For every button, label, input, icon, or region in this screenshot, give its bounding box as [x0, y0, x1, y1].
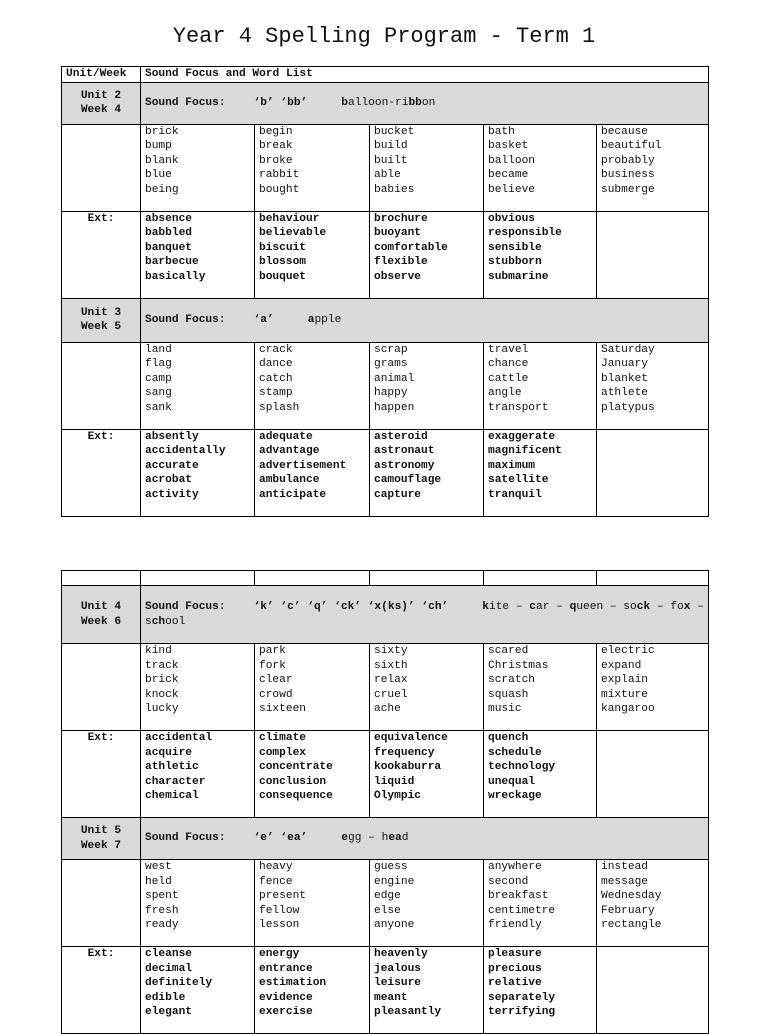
word-item: happy	[374, 387, 408, 400]
ext-word-item: jealous	[374, 962, 421, 975]
word-item: bucket	[374, 125, 415, 138]
ext-word-item: technology	[488, 761, 556, 774]
word-item: able	[374, 169, 401, 182]
ext-word-item: stubborn	[488, 256, 542, 269]
ext-word-column	[255, 947, 370, 1034]
ext-word-item: obvious	[488, 212, 535, 225]
word-item: chance	[488, 358, 529, 371]
ext-word-column	[255, 429, 370, 516]
word-item: fellow	[259, 904, 300, 917]
word-item: rectangle	[601, 919, 662, 932]
ext-word-column	[597, 211, 709, 298]
ext-word-column	[484, 947, 597, 1034]
word-item: anyone	[374, 919, 415, 932]
word-item: broke	[259, 154, 293, 167]
word-item: bath	[488, 125, 515, 138]
word-item: electric	[601, 645, 655, 657]
ext-word-item: energy	[259, 948, 300, 960]
ext-word-column	[370, 429, 484, 516]
word-item: bought	[259, 183, 300, 196]
ext-word-column	[484, 211, 597, 298]
ext-word-item: exaggerate	[488, 430, 556, 443]
example-segment: – fo	[650, 600, 684, 613]
example-segment: ool	[165, 615, 186, 628]
sound-focus-label: Sound Focus:	[145, 96, 226, 109]
word-item: friendly	[488, 919, 542, 932]
unit-week-cell	[62, 82, 141, 124]
word-item: lucky	[145, 703, 179, 716]
word-item: anywhere	[488, 861, 542, 873]
ext-word-item: quench	[488, 732, 529, 744]
spelling-table-1	[61, 66, 709, 517]
word-item: lesson	[259, 919, 300, 932]
word-item: kangaroo	[601, 703, 655, 716]
word-item: engine	[374, 875, 415, 888]
unit-week-cell	[62, 586, 141, 644]
sound-focus-row	[62, 586, 709, 644]
word-item: build	[374, 140, 408, 153]
ext-word-item: brochure	[374, 212, 428, 225]
ext-word-item: accidental	[145, 732, 213, 744]
spelling-table-2	[61, 570, 709, 1034]
ext-word-column	[370, 947, 484, 1034]
ext-word-item: basically	[145, 270, 206, 283]
word-column	[370, 342, 484, 429]
ext-label: Ext:	[62, 947, 141, 1034]
ext-word-item: definitely	[145, 977, 213, 990]
ext-word-column	[141, 429, 255, 516]
extension-row	[62, 429, 709, 516]
ext-word-item: magnificent	[488, 445, 562, 458]
week-label: Week 5	[80, 321, 122, 334]
ext-word-item: babbled	[145, 227, 192, 240]
word-item: west	[145, 861, 172, 873]
word-list-row	[62, 124, 709, 211]
table-header-row	[62, 67, 709, 83]
word-column	[255, 644, 370, 731]
word-column	[141, 860, 255, 947]
example-segment: k	[482, 600, 489, 613]
ext-word-item: ambulance	[259, 474, 320, 487]
word-item: second	[488, 875, 529, 888]
word-item: centimetre	[488, 904, 556, 917]
sound-focus-row	[62, 298, 709, 342]
word-list-row	[62, 860, 709, 947]
word-item: business	[601, 169, 655, 182]
word-column	[597, 644, 709, 731]
word-item: spent	[145, 890, 179, 903]
word-item: knock	[145, 688, 179, 701]
ext-word-item: equivalence	[374, 732, 448, 744]
ext-word-item: astronaut	[374, 445, 435, 458]
sound-focus-label: Sound Focus:	[145, 832, 226, 845]
word-item: clear	[259, 674, 293, 687]
unit-label: Unit 3	[80, 306, 122, 319]
ext-word-item: cleanse	[145, 948, 192, 960]
word-item: rabbit	[259, 169, 300, 182]
word-item: cruel	[374, 688, 408, 701]
ext-word-item: climate	[259, 732, 306, 744]
word-column	[255, 124, 370, 211]
sound-focus-cell	[141, 586, 709, 644]
word-column	[597, 860, 709, 947]
word-item: sixty	[374, 645, 408, 657]
sound-focus-row	[62, 82, 709, 124]
word-item: catch	[259, 372, 293, 385]
ext-word-item: capture	[374, 488, 421, 501]
word-item: Christmas	[488, 659, 549, 672]
word-item: kind	[145, 645, 172, 657]
sound-focus-sounds: ‘e’ ‘ea’	[253, 832, 308, 845]
word-column	[484, 124, 597, 211]
ext-word-item: separately	[488, 991, 556, 1004]
word-item: scrap	[374, 343, 408, 356]
ext-word-item: banquet	[145, 241, 192, 254]
ext-word-item: entrance	[259, 962, 313, 975]
week-label: Week 4	[80, 104, 122, 117]
word-item: ache	[374, 703, 401, 716]
word-item: explain	[601, 674, 648, 687]
ext-word-item: schedule	[488, 746, 542, 759]
ext-label: Ext:	[62, 211, 141, 298]
word-item: land	[145, 343, 172, 356]
example-segment: e	[341, 832, 349, 845]
word-item: platypus	[601, 401, 655, 414]
word-item: squash	[488, 688, 529, 701]
unit-week-cell	[62, 298, 141, 342]
header-unit-week: Unit/Week	[62, 67, 141, 83]
example-segment: x	[683, 600, 691, 613]
ext-word-item: edible	[145, 991, 186, 1004]
ext-word-item: Olympic	[374, 790, 421, 803]
page-title: Year 4 Spelling Program - Term 1	[172, 24, 596, 49]
word-item: present	[259, 890, 306, 903]
ext-word-item: complex	[259, 746, 306, 759]
table-blank-header-row	[62, 571, 709, 586]
ext-word-item: heavenly	[374, 948, 428, 960]
word-column	[484, 860, 597, 947]
ext-word-item: elegant	[145, 1006, 192, 1019]
header-sound-focus: Sound Focus and Word List	[141, 67, 709, 83]
example-segment: ueen – so	[576, 600, 637, 613]
word-item: travel	[488, 343, 529, 356]
sound-focus-cell	[141, 818, 709, 860]
example-segment: ck	[636, 600, 651, 613]
word-item: brick	[145, 125, 179, 138]
word-item: animal	[374, 372, 415, 385]
ext-label: Ext:	[62, 731, 141, 818]
example-segment: d	[401, 832, 409, 845]
example-words	[308, 314, 342, 326]
ext-word-item: acrobat	[145, 474, 192, 487]
ext-word-item: frequency	[374, 746, 435, 759]
word-list-row	[62, 342, 709, 429]
ext-word-item: observe	[374, 270, 421, 283]
word-item: February	[601, 904, 655, 917]
word-column	[255, 860, 370, 947]
blank-cell	[62, 342, 141, 429]
ext-word-item: barbecue	[145, 256, 199, 269]
sound-focus-sounds: ‘a’	[253, 313, 274, 326]
word-item: scratch	[488, 674, 535, 687]
ext-word-column	[141, 211, 255, 298]
word-item: instead	[601, 861, 648, 873]
ext-word-item: precious	[488, 962, 542, 975]
word-item: basket	[488, 140, 529, 153]
ext-word-column	[597, 429, 709, 516]
word-item: relax	[374, 674, 408, 687]
word-column	[255, 342, 370, 429]
example-segment: ea	[388, 832, 402, 845]
ext-word-item: exercise	[259, 1006, 313, 1019]
ext-word-item: sensible	[488, 241, 542, 254]
example-segment: a	[307, 313, 315, 326]
word-item: happen	[374, 401, 415, 414]
word-item: fresh	[145, 904, 179, 917]
ext-word-column	[484, 429, 597, 516]
ext-word-item: wreckage	[488, 790, 542, 803]
ext-label: Ext:	[62, 429, 141, 516]
example-segment: pple	[314, 313, 342, 326]
ext-word-item: pleasure	[488, 948, 542, 960]
ext-word-item: leisure	[374, 977, 421, 990]
ext-word-item: absently	[145, 430, 199, 443]
word-item: splash	[259, 401, 300, 414]
word-column	[484, 644, 597, 731]
week-label: Week 7	[80, 839, 122, 852]
word-item: sixth	[374, 659, 408, 672]
ext-word-item: acquire	[145, 746, 192, 759]
word-item: blanket	[601, 372, 648, 385]
word-item: heavy	[259, 861, 293, 873]
ext-word-item: relative	[488, 977, 542, 990]
word-item: park	[259, 645, 286, 657]
word-item: breakfast	[488, 890, 549, 903]
ext-word-column	[141, 731, 255, 818]
ext-word-item: tranquil	[488, 488, 542, 501]
example-segment: c	[529, 600, 537, 613]
ext-word-item: accidentally	[145, 445, 226, 458]
word-column	[141, 342, 255, 429]
extension-row	[62, 731, 709, 818]
example-words	[341, 832, 408, 844]
word-item: grams	[374, 358, 408, 371]
word-item: expand	[601, 659, 642, 672]
sound-focus-row	[62, 818, 709, 860]
word-item: scared	[488, 645, 529, 657]
example-segment: ar –	[536, 600, 570, 613]
word-item: crowd	[259, 688, 293, 701]
ext-word-item: kookaburra	[374, 761, 442, 774]
example-segment: ite –	[489, 600, 530, 613]
word-item: stamp	[259, 387, 293, 400]
ext-word-item: character	[145, 775, 206, 788]
extension-row	[62, 947, 709, 1034]
ext-word-column	[370, 211, 484, 298]
ext-word-column	[597, 947, 709, 1034]
word-item: camp	[145, 372, 172, 385]
word-column	[370, 124, 484, 211]
example-words	[341, 97, 435, 109]
example-segment: bb	[408, 96, 422, 109]
extension-row	[62, 211, 709, 298]
word-item: cattle	[488, 372, 529, 385]
word-column	[370, 860, 484, 947]
sound-focus-label: Sound Focus:	[145, 313, 226, 326]
sound-focus-sounds: ‘b’ ‘bb’	[253, 96, 308, 109]
unit-label: Unit 5	[80, 824, 122, 837]
word-item: angle	[488, 387, 522, 400]
ext-word-item: advertisement	[259, 459, 347, 472]
word-item: music	[488, 703, 522, 716]
word-item: Saturday	[601, 343, 655, 356]
word-list-row	[62, 644, 709, 731]
ext-word-item: satellite	[488, 474, 549, 487]
ext-word-item: biscuit	[259, 241, 306, 254]
ext-word-item: liquid	[374, 775, 415, 788]
word-item: transport	[488, 401, 549, 414]
word-item: balloon	[488, 154, 535, 167]
word-item: guess	[374, 861, 408, 873]
word-item: bump	[145, 140, 172, 153]
word-item: brick	[145, 674, 179, 687]
word-item: believe	[488, 183, 535, 196]
ext-word-column	[484, 731, 597, 818]
word-item: track	[145, 659, 179, 672]
ext-word-item: conclusion	[259, 775, 327, 788]
sound-focus-cell	[141, 298, 709, 342]
word-column	[484, 342, 597, 429]
ext-word-item: accurate	[145, 459, 199, 472]
ext-word-item: camouflage	[374, 474, 442, 487]
ext-word-column	[370, 731, 484, 818]
unit-label: Unit 4	[80, 600, 122, 613]
word-item: blank	[145, 154, 179, 167]
ext-word-column	[141, 947, 255, 1034]
unit-label: Unit 2	[80, 89, 122, 102]
unit-week-cell	[62, 818, 141, 860]
word-item: mixture	[601, 688, 648, 701]
ext-word-item: buoyant	[374, 227, 421, 240]
word-column	[597, 342, 709, 429]
ext-word-item: believable	[259, 227, 327, 240]
blank-cell	[62, 124, 141, 211]
ext-word-item: chemical	[145, 790, 199, 803]
word-item: blue	[145, 169, 172, 182]
word-item: fence	[259, 875, 293, 888]
ext-word-column	[255, 731, 370, 818]
word-item: begin	[259, 125, 293, 138]
ext-word-item: maximum	[488, 459, 535, 472]
example-segment: – s	[145, 600, 704, 628]
blank-cell	[62, 860, 141, 947]
ext-word-item: flexible	[374, 256, 428, 269]
ext-word-item: evidence	[259, 991, 313, 1004]
ext-word-item: terrifying	[488, 1006, 556, 1019]
ext-word-item: athletic	[145, 761, 199, 774]
word-item: held	[145, 875, 172, 888]
sound-focus-label: Sound Focus:	[145, 600, 226, 613]
word-item: edge	[374, 890, 401, 903]
word-item: crack	[259, 343, 293, 356]
word-item: beautiful	[601, 140, 662, 153]
example-segment: q	[569, 600, 577, 613]
example-segment: b	[341, 96, 349, 109]
example-segment: on	[421, 96, 436, 109]
word-item: babies	[374, 183, 415, 196]
ext-word-item: pleasantly	[374, 1006, 442, 1019]
ext-word-item: responsible	[488, 227, 562, 240]
word-column	[370, 644, 484, 731]
ext-word-item: blossom	[259, 256, 306, 269]
word-item: probably	[601, 154, 655, 167]
ext-word-item: absence	[145, 212, 192, 225]
ext-word-item: unequal	[488, 775, 535, 788]
word-item: sixteen	[259, 703, 306, 716]
ext-word-item: bouquet	[259, 270, 306, 283]
ext-word-item: concentrate	[259, 761, 333, 774]
word-item: January	[601, 358, 648, 371]
ext-word-item: anticipate	[259, 488, 327, 501]
ext-word-item: adequate	[259, 430, 313, 443]
word-item: message	[601, 875, 648, 888]
blank-cell	[62, 644, 141, 731]
ext-word-item: behaviour	[259, 212, 320, 225]
word-item: flag	[145, 358, 172, 371]
word-column	[597, 124, 709, 211]
ext-word-item: submarine	[488, 270, 549, 283]
ext-word-item: decimal	[145, 962, 192, 975]
ext-word-item: asteroid	[374, 430, 428, 443]
word-item: else	[374, 904, 401, 917]
word-item: athlete	[601, 387, 648, 400]
word-item: being	[145, 183, 179, 196]
example-segment: gg – h	[348, 832, 389, 845]
ext-word-item: estimation	[259, 977, 327, 990]
sound-focus-sounds: ‘k’ ‘c’ ‘q’ ‘ck’ ‘x(ks)’ ‘ch’	[253, 600, 449, 613]
word-item: Wednesday	[601, 890, 662, 903]
word-item: because	[601, 125, 648, 138]
example-segment: ch	[151, 615, 166, 628]
word-item: dance	[259, 358, 293, 371]
sound-focus-cell	[141, 82, 709, 124]
word-item: built	[374, 154, 408, 167]
ext-word-item: comfortable	[374, 241, 448, 254]
ext-word-column	[597, 731, 709, 818]
word-item: break	[259, 140, 293, 153]
ext-word-item: activity	[145, 488, 199, 501]
word-item: became	[488, 169, 529, 182]
word-item: sank	[145, 401, 172, 414]
ext-word-column	[255, 211, 370, 298]
ext-word-item: advantage	[259, 445, 320, 458]
example-segment: alloon-ri	[348, 96, 409, 109]
word-column	[141, 644, 255, 731]
word-item: sang	[145, 387, 172, 400]
word-item: submerge	[601, 183, 655, 196]
week-label: Week 6	[80, 615, 122, 628]
ext-word-item: meant	[374, 991, 408, 1004]
ext-word-item: astronomy	[374, 459, 435, 472]
word-column	[141, 124, 255, 211]
ext-word-item: consequence	[259, 790, 333, 803]
word-item: fork	[259, 659, 286, 672]
word-item: ready	[145, 919, 179, 932]
